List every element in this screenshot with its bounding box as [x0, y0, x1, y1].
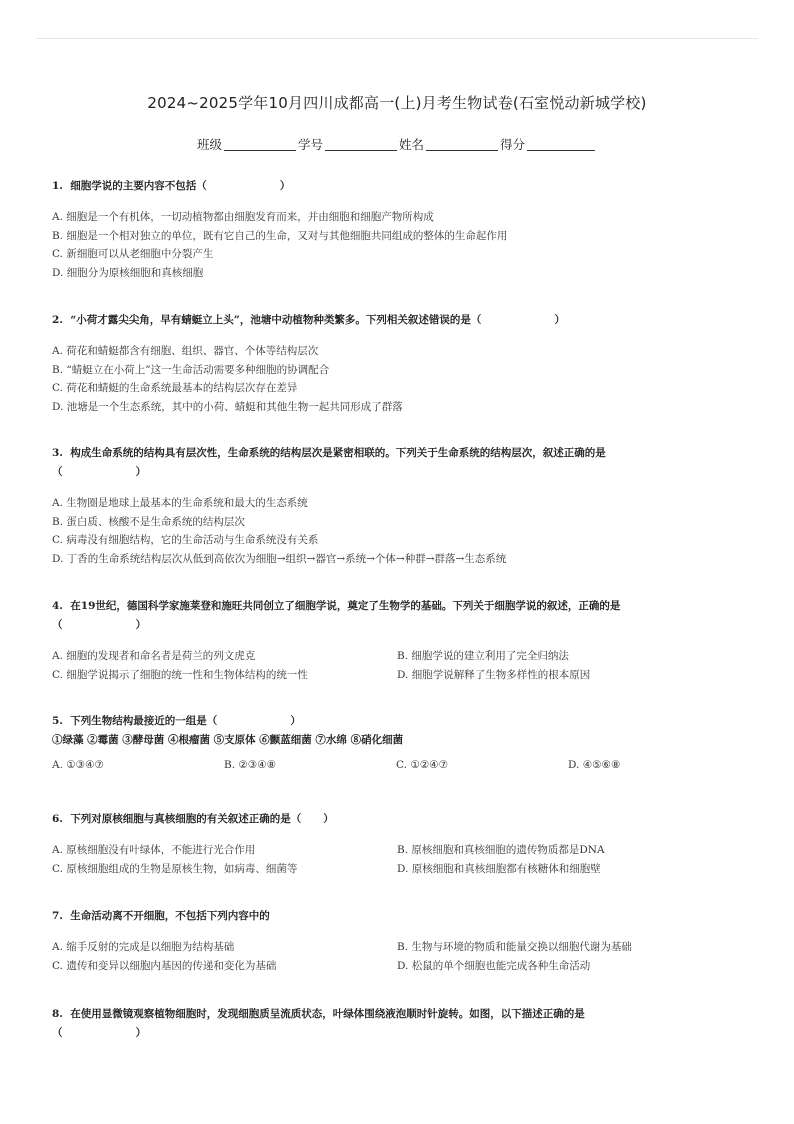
option-a[interactable]: A. 生物圈是地球上最基本的生命系统和最大的生态系统: [52, 497, 308, 509]
class-label: 班级: [196, 137, 222, 152]
option-a[interactable]: A. 细胞的发现者和命名者是荷兰的列文虎克: [52, 650, 256, 662]
score-blank[interactable]: [527, 137, 595, 151]
option-d[interactable]: D. 原核细胞和真核细胞都有核糖体和细胞壁: [397, 862, 601, 875]
question-1: [52, 177, 752, 282]
question-stem: 5. 下列生物结构最接近的一组是（ ）: [52, 715, 301, 727]
question-stem: 1. 细胞学说的主要内容不包括（ ）: [52, 180, 291, 192]
number-label: 学号: [297, 137, 323, 152]
options: [52, 342, 752, 416]
option-a[interactable]: A. ①③④⑦: [52, 759, 104, 771]
name-label: 姓名: [399, 137, 425, 152]
question-stem-paren: （ ）: [52, 1027, 147, 1039]
question-6: [52, 810, 752, 878]
organism-list: ①绿藻 ②霉菌 ③酵母菌 ④根瘤菌 ⑤支原体 ⑥颤蓝细菌 ⑦水绵 ⑧硝化细菌: [52, 734, 404, 746]
option-b[interactable]: B. 细胞是一个相对独立的单位，既有它自己的生命，又对与其他细胞共同组成的整体的生命起作用: [52, 229, 508, 242]
class-blank[interactable]: [224, 137, 296, 151]
option-d[interactable]: D. 丁香的生命系统结构层次从低到高依次为细胞→组织→器官→系统→个体→种群→群落→生态系统: [52, 552, 507, 565]
option-c[interactable]: C. 荷花和蜻蜓的生命系统最基本的结构层次存在差异: [52, 382, 298, 395]
question-4: [52, 597, 752, 684]
question-stem: 6. 下列对原核细胞与真核细胞的有关叙述正确的是（ ）: [52, 813, 334, 825]
page-title: 2024~2025学年10月四川成都高一(上)月考生物试卷(石室悦动新城学校): [147, 94, 647, 112]
options: [52, 647, 752, 684]
option-b[interactable]: B. 生物与环境的物质和能量交换以细胞代谢为基础: [397, 941, 632, 953]
options: [52, 756, 752, 775]
question-5: [52, 712, 752, 775]
option-a[interactable]: A. 原核细胞没有叶绿体，不能进行光合作用: [52, 844, 256, 856]
question-stem: 7. 生命活动离不开细胞，不包括下列内容中的: [52, 910, 270, 922]
option-d[interactable]: D. 细胞学说解释了生物多样性的根本原因: [397, 668, 591, 681]
option-a[interactable]: A. 缩手反射的完成是以细胞为结构基础: [52, 941, 235, 953]
option-d[interactable]: D. 细胞分为原核细胞和真核细胞: [52, 266, 204, 279]
options: [52, 841, 752, 878]
question-stem-paren: （ ）: [52, 619, 147, 631]
option-d[interactable]: D. 松鼠的单个细胞也能完成各种生命活动: [397, 959, 591, 972]
number-blank[interactable]: [325, 137, 397, 151]
option-c[interactable]: C. 遗传和变异以细胞内基因的传递和变化为基础: [52, 959, 277, 972]
options: [52, 938, 752, 975]
option-c[interactable]: C. 原核细胞组成的生物是原核生物，如病毒、细菌等: [52, 862, 298, 875]
options: [52, 494, 752, 568]
option-d[interactable]: D. ④⑤⑥⑧: [568, 759, 621, 771]
option-c[interactable]: C. 新细胞可以从老细胞中分裂产生: [52, 248, 214, 261]
option-b[interactable]: B. 原核细胞和真核细胞的遗传物质都是DNA: [397, 844, 605, 856]
question-8: [52, 1005, 752, 1043]
question-stem: 3. 构成生命系统的结构具有层次性，生命系统的结构层次是紧密相联的。下列关于生命系统的结构层次，叙述正确的是: [52, 447, 606, 459]
top-rule: [36, 38, 758, 39]
option-b[interactable]: B. ②③④⑧: [224, 759, 277, 771]
question-stem: 4. 在19世纪，德国科学家施莱登和施旺共同创立了细胞学说，奠定了生物学的基础。下列关于细胞学说的叙述，正确的是: [52, 600, 621, 612]
option-a[interactable]: A. 细胞是一个有机体，一切动植物都由细胞发育而来，并由细胞和细胞产物所构成: [52, 211, 434, 223]
question-7: [52, 907, 752, 975]
option-c[interactable]: C. 病毒没有细胞结构，它的生命活动与生命系统没有关系: [52, 534, 319, 547]
option-b[interactable]: B. “蜻蜓立在小荷上”这一生命活动需要多种细胞的协调配合: [52, 363, 330, 376]
question-3: [52, 444, 752, 568]
option-a[interactable]: A. 荷花和蜻蜓都含有细胞、组织、器官、个体等结构层次: [52, 345, 319, 357]
option-b[interactable]: B. 蛋白质、核酸不是生命系统的结构层次: [52, 515, 245, 528]
option-c[interactable]: C. 细胞学说揭示了细胞的统一性和生物体结构的统一性: [52, 668, 308, 681]
option-b[interactable]: B. 细胞学说的建立利用了完全归纳法: [397, 650, 569, 662]
student-info-line: [0, 135, 794, 153]
question-2: [52, 311, 752, 416]
question-stem: 2. “小荷才露尖尖角，早有蜻蜓立上头”，池塘中动植物种类繁多。下列相关叙述错误的是（ ）: [52, 314, 565, 326]
options: [52, 208, 752, 282]
name-blank[interactable]: [426, 137, 498, 151]
question-stem-paren: （ ）: [52, 466, 147, 478]
option-d[interactable]: D. 池塘是一个生态系统，其中的小荷、蜻蜓和其他生物一起共同形成了群落: [52, 400, 403, 413]
option-c[interactable]: C. ①②④⑦: [396, 759, 448, 771]
score-label: 得分: [500, 137, 526, 152]
question-stem: 8. 在使用显微镜观察植物细胞时，发现细胞质呈流质状态，叶绿体围绕液泡顺时针旋转。如图，以下描述正确的是: [52, 1008, 585, 1020]
